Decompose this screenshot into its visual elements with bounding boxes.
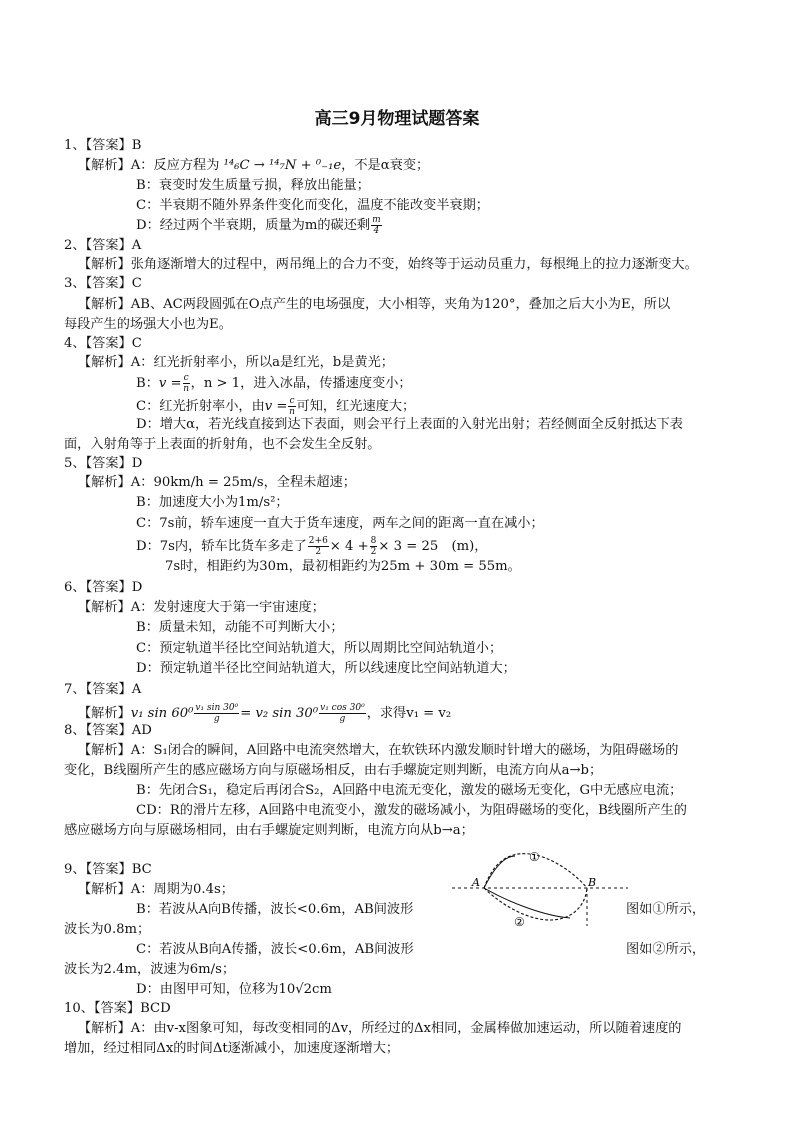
q8-option-a: 【解析】A：S₁闭合的瞬间，A回路中电流突然增大，在软铁环内激发顺时针增大的磁场，为阻碍磁场的 [78,743,679,758]
q8-answer: 8、【答案】AD [64,723,152,738]
q4-option-d-cont: 面，入射角等于上表面的折射角，也不会发生全反射。 [64,437,381,452]
q9-option-c: C：若波从B向A传播，波长<0.6m，AB间波形 [136,942,414,957]
q1-answer: 1、【答案】B [64,138,142,153]
q4-text: 可知，红光速度大； [296,399,416,414]
label-a: A [472,876,480,889]
denominator: 2 [370,547,377,557]
q4-answer: 4、【答案】C [64,336,142,351]
waveform-2 [484,888,587,920]
q5-option-d [136,536,487,557]
numerator: 8 [370,536,377,546]
fraction [308,536,329,557]
denominator: n [183,384,190,394]
q1-equation: ¹⁴₆C → ¹⁴₇N + ⁰₋₁e [223,158,342,173]
q5-text: × 3 = 25 (m)， [378,539,488,554]
q5-answer: 5、【答案】D [64,456,143,471]
q3-explanation: 【解析】AB、AC两段圆弧在O点产生的电场强度，大小相等，夹角为120°，叠加之后大小为E，所以 [78,297,671,312]
numerator: 2+6 [308,536,328,546]
q9-option-c-cont: 波长为2.4m，波速为6m/s； [64,962,236,977]
formula: v = [158,376,182,391]
q1-explanation-line [78,157,429,175]
fraction [371,215,382,236]
q1-text: 【解析】A：反应方程为 [78,158,220,173]
q9-option-b: B：若波从A向B传播，波长<0.6m，AB间波形 [136,902,414,917]
page-title: 高三9月物理试题答案 [314,109,480,129]
q8-option-cd: CD：R的滑片左移，A回路中电流变小，激发的磁场减小，为阻碍磁场的变化，B线圈所产生的 [136,803,687,818]
numerator: v₁ cos 30⁰ [320,703,365,713]
q1-option-b: B：衰变时发生质量亏损，释放出能量； [136,178,370,193]
fraction [370,536,378,557]
q5-option-d-cont: 7s时，相距约为30m，最初相距约为25m + 30m = 55m。 [165,559,521,574]
q9-option-b-cont: 波长为0.8m； [64,922,151,937]
waveform-2-solid [484,888,570,918]
q9-option-b-end: 图如①所示， [626,902,706,917]
label-circle-2: ② [514,915,525,929]
q10-option-a: 【解析】A：由v-x图象可知，每改变相同的Δv，所经过的Δx相同，金属棒做加速运动，所以随着速度的 [78,1021,682,1036]
numerator: m [372,215,381,225]
q4-option-d: D：增大α，若光线直接到达下表面，则会平行上表面的入射光出射；若经侧面全反射抵达下表 [136,417,683,432]
q9-answer: 9、【答案】BC [64,862,152,877]
q8-option-cd-cont: 感应磁场方向与原磁场相同，由右手螺旋定则判断，电流方向从b→a； [64,823,474,838]
denominator: 2 [315,547,322,557]
q9-option-d: D：由图甲可知，位移为10√2cm [136,982,332,997]
fraction [194,703,239,724]
q5-text: D：7s内，轿车比货车多走了 [136,539,307,554]
waveform-1-solid [484,856,515,888]
label-b: B [588,876,597,889]
q1-option-d [136,215,383,236]
denominator: g [213,714,220,724]
formula: × 4 + [329,539,369,554]
q5-option-a: 【解析】A：90km/h = 25m/s，全程未超速； [78,475,356,490]
q2-answer: 2、【答案】A [64,238,142,253]
q4-text: B： [136,376,159,391]
q4-option-b [136,373,412,394]
formula: = v₂ sin 30⁰ [240,706,319,721]
q9-option-c-end: 图如②所示， [626,942,706,957]
q9-option-a: 【解析】A：周期为0.4s； [78,882,234,897]
q8-option-a-cont: 变化，B线圈所产生的感应磁场方向与原磁场相反，由右手螺旋定则判断，电流方向从a→b； [64,763,603,778]
q2-explanation: 【解析】张角逐渐增大的过程中，两吊绳上的合力不变，始终等于运动员重力，每根绳上的拉力逐渐变大。 [78,257,698,272]
q7-answer: 7、【答案】A [64,682,142,697]
q4-option-c [136,396,415,417]
wave-diagram [450,848,630,938]
q10-option-a-cont: 增加，经过相同Δx的时间Δt逐渐减小，加速度逐渐增大； [64,1041,400,1056]
numerator: c [183,373,189,383]
fraction [319,703,366,724]
denominator: g [339,714,346,724]
q7-explanation [78,703,451,724]
q4-text: ，n > 1，进入冰晶，传播速度变小； [190,376,412,391]
q6-option-b: B：质量未知，动能不可判断大小； [136,620,344,635]
q6-option-c: C：预定轨道半径比空间站轨道大，所以周期比空间站轨道小； [136,641,503,656]
q1-text: D：经过两个半衰期，质量为m的碳还剩 [136,218,371,233]
q5-option-c: C：7s前，轿车速度一直大于货车速度，两车之间的距离一直在减小； [136,516,544,531]
fraction [288,396,295,417]
q6-answer: 6、【答案】D [64,580,143,595]
formula: v = [264,399,288,414]
formula: v₁ sin 60⁰ [130,706,194,721]
numerator: v₁ sin 30⁰ [195,703,239,713]
q3-answer: 3、【答案】C [64,276,142,291]
q10-answer: 10、【答案】BCD [64,1001,171,1016]
q3-explanation-cont: 每段产生的场强大小也为E。 [64,317,232,332]
label-circle-1: ① [529,850,540,864]
q7-text: ，求得v₁ = v₂ [366,706,452,721]
q8-option-b: B：先闭合S₁，稳定后再闭合S₂，A回路中电流无变化，激发的磁场无变化，G中无感应电流； [136,783,683,798]
q4-text: C：红光折射率小，由 [136,399,265,414]
q6-option-d: D：预定轨道半径比空间站轨道大，所以线速度比空间站轨道大； [136,661,516,676]
q7-text: 【解析】 [78,706,131,721]
q5-option-b: B：加速度大小为1m/s²； [136,495,289,510]
denominator: n [289,407,295,417]
q4-option-a: 【解析】A：红光折射率小，所以a是红光，b是黄光； [78,355,394,370]
denominator: 4 [373,226,380,236]
q1-text: ，不是α衰变； [341,158,430,173]
q1-option-c: C：半衰期不随外界条件变化而变化，温度不能改变半衰期； [136,198,489,213]
q6-option-a: 【解析】A：发射速度大于第一宇宙速度； [78,600,325,615]
fraction [183,373,190,394]
numerator: c [289,396,295,406]
